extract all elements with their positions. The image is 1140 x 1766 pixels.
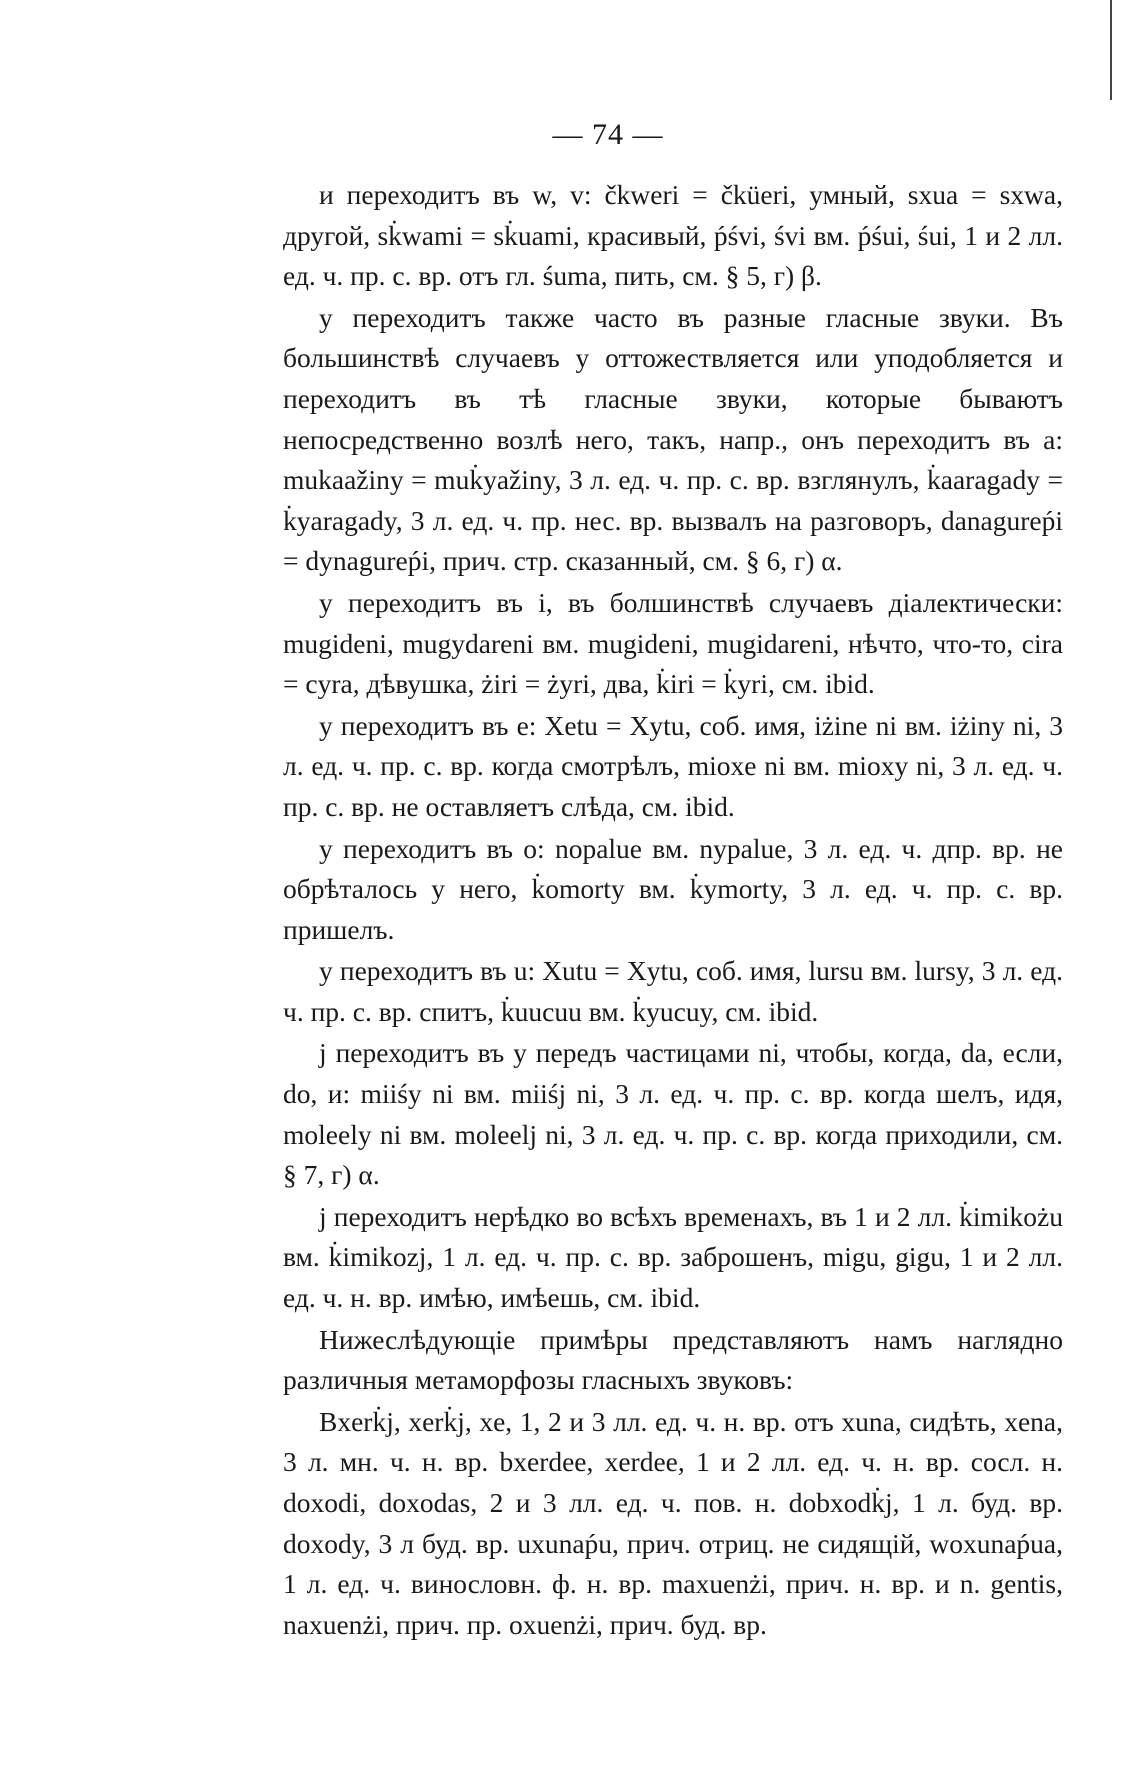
paragraph-j-to-y: j переходитъ въ y передъ частицами ni, чтобы, когда, da, если, do, и: miiśy ni вм. miiśj ni, 3 л. ед. ч. пр. с. вр. когда шелъ, идя, moleely ni вм. moleelj ni, 3 л. ед. ч. пр. с. вр. когда приходили, см. § 7, г) α. [283, 1037, 1063, 1191]
paragraph-y-to-u: y переходитъ въ u: Xutu = Xytu, соб. имя, lursu вм. lursy, 3 л. ед. ч. пр. с. вр. спитъ, k̇uucuu вм. k̇yucuy, см. ibid. [283, 955, 1063, 1027]
page-edge-line [1110, 0, 1112, 100]
body-text [283, 175, 1063, 1646]
paragraph-examples-intro: Нижеслѣдующіе примѣры представляютъ намъ наглядно различныя метаморфозы гласныхъ звуковъ: [283, 1323, 1063, 1396]
paragraph-u-to-w: и переходитъ въ w, v: čkweri = čküeri, умный, sxua = sxwa, другой, sk̇wami = sk̇uami, красивый, ṕśvi, śvi вм. ṕśui, śui, 1 и 2 лл. ед. ч. пр. с. вр. отъ гл. śuma, пить, см. § 5, г) β. [283, 179, 1063, 292]
paragraph-y-general: y переходитъ также часто въ разные гласные звуки. Въ большинствѣ случаевъ y оттожествляется или уподобляется и переходитъ въ тѣ гласные звуки, которые бываютъ непосредственно возлѣ него, такъ, напр., онъ переходитъ въ a: mukaažiny = muk̇yažiny, 3 л. ед. ч. пр. с. вр. взглянулъ, k̇aaragady = k̇yaragady, 3 л. ед. ч. пр. нес. вр. вызвалъ на разговоръ, danagureṕi = dynagureṕi, прич. стр. сказанный, см. § 6, г) α. [283, 301, 1063, 577]
paragraph-y-to-i: y переходитъ въ i, въ болшинствѣ случаевъ діалектически: mugideni, mugydareni вм. mugideni, mugidareni, нѣчто, что-то, cira = cyra, дѣвушка, żiri = żyri, два, k̇iri = k̇yri, см. ibid. [283, 586, 1063, 700]
paragraph-examples: Bxerk̇j, xerk̇j, xe, 1, 2 и 3 лл. ед. ч. н. вр. отъ xuna, сидѣть, xena, 3 л. мн. ч. н. вр. bxerdee, xerdee, 1 и 2 лл. ед. ч. н. вр. сосл. н. doxodi, doxodas, 2 и 3 лл. ед. ч. пов. н. dobxodk̇j, 1 л. буд. вр. doxody, 3 л буд. вр. uxunaṕu, прич. отриц. не сидящій, woxunaṕua, 1 л. ед. ч. винословн. ф. н. вр. maxuenżi, прич. н. вр. и n. gentis, naxuenżi, прич. пр. oxuenżi, прич. буд. вр. [283, 1405, 1063, 1640]
paragraph-y-to-o: y переходитъ въ o: nopalue вм. nypalue, 3 л. ед. ч. дпр. вр. не обрѣталось у него, k̇omorty вм. k̇ymorty, 3 л. ед. ч. пр. с. вр. пришелъ. [283, 832, 1063, 945]
paragraph-y-to-e: y переходитъ въ e: Xetu = Xytu, соб. имя, iżine ni вм. iżiny ni, 3 л. ед. ч. пр. с. вр. когда смотрѣлъ, mioxe ni вм. mioxy ni, 3 л. ед. ч. пр. с. вр. не оставляетъ слѣда, см. ibid. [283, 709, 1063, 822]
page-number: — 74 — [552, 118, 664, 151]
paragraph-j-tenses: j переходитъ нерѣдко во всѣхъ временахъ, въ 1 и 2 лл. k̇imikożu вм. k̇imikozj, 1 л. ед. ч. пр. с. вр. заброшенъ, migu, gigu, 1 и 2 лл. ед. ч. н. вр. имѣю, имѣешь, см. ibid. [283, 1200, 1063, 1314]
